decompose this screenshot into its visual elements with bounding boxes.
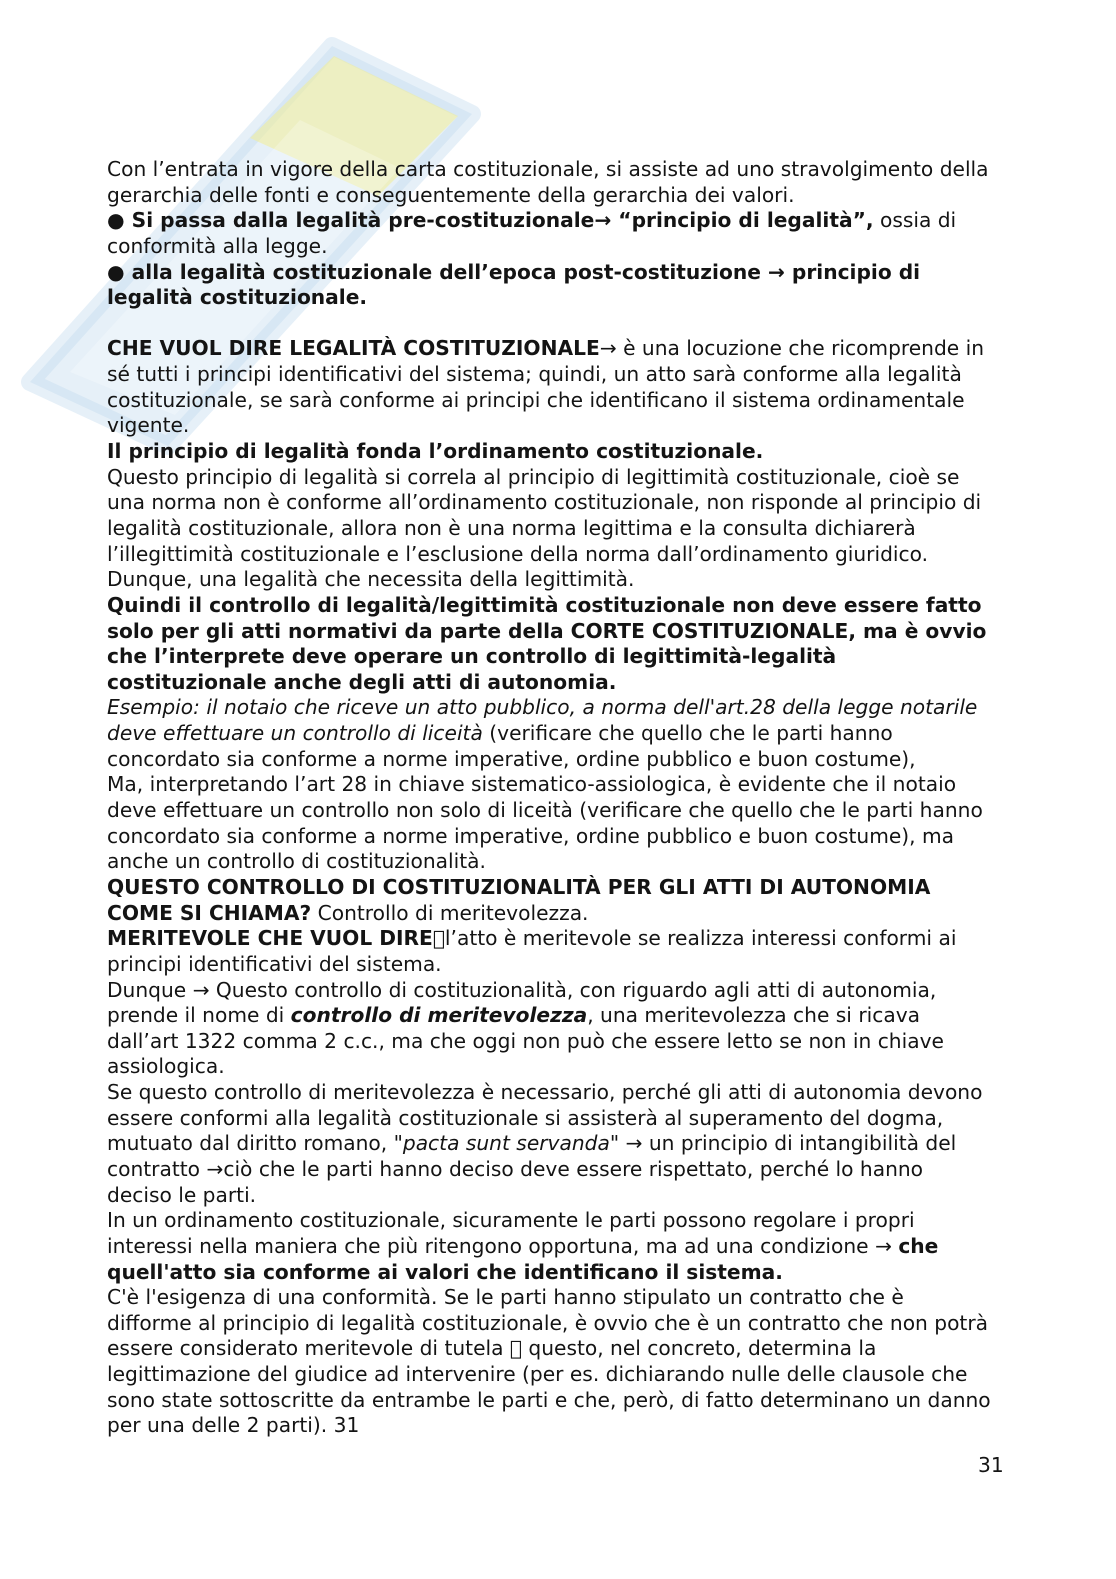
text-line [107,849,991,875]
text-run: ossia di [873,208,957,233]
text-line [107,311,991,337]
text-run: legalità costituzionale, allora non è una norma legittima e la consulta dichiarerà [107,515,916,540]
text-run: essere considerato meritevole di tutela questo, nel concreto, determina la [107,1336,871,1361]
text-line [107,183,991,209]
text-line [107,1003,991,1029]
text-line [107,260,991,286]
text-line [107,465,991,491]
text-line [107,926,991,952]
bold-text: che l’interprete deve operare un controllo di legittimità-legalità [107,644,837,669]
document-body [107,157,991,1439]
text-line [107,542,991,568]
text-line [107,1029,991,1055]
text-run: Se questo controllo di meritevolezza è necessario, perché gli atti di autonomia devono [107,1080,983,1105]
text-run: l’illegittimità costituzionale e l’esclusione della norma dall’ordinamento giuridico. [107,541,929,566]
bold-text: CHE VUOL DIRE LEGALITÀ COSTITUZIONALE [107,336,600,361]
text-line [107,978,991,1004]
text-run: essere conformi alla legalità costituzionale si assisterà al superamento del dogma, [107,1105,944,1130]
text-run: Questo principio di legalità si correla al principio di legittimità costituzionale, cioè se [107,464,960,489]
text-run: deve effettuare un controllo non solo di liceità (verificare che quello che le parti hanno [107,798,983,823]
text-run: dall’art 1322 comma 2 c.c., ma che oggi non può che essere letto se non in chiave [107,1028,944,1053]
text-line [107,670,991,696]
text-line [107,1388,991,1414]
text-run: gerarchia delle fonti e conseguentemente della gerarchia dei valori. [107,182,795,207]
text-line [107,234,991,260]
bold-text: MERITEVOLE CHE VUOL DIRE [107,926,433,951]
text-line [107,1336,991,1362]
text-run: Ma, interpretando l’art 28 in chiave sistematico-assiologica, è evidente che il notaio [107,772,957,797]
text-run: Con l’entrata in vigore della carta costituzionale, si assiste ad uno stravolgimento della [107,157,989,181]
text-line [107,1054,991,1080]
text-line [107,1362,991,1388]
text-line [107,747,991,773]
text-line [107,619,991,645]
text-line [107,952,991,978]
text-run: concordato sia conforme a norme imperative, ordine pubblico e buon costume), ma [107,823,955,848]
text-line [107,875,991,901]
text-line [107,1234,991,1260]
text-run: per una delle 2 parti). 31 [107,1413,360,1438]
text-run: sono state sottoscritte da entrambe le parti e che, però, di fatto determinano un danno [107,1387,991,1412]
text-line [107,695,991,721]
text-run: costituzionale, se sarà conforme ai principi che identificano il sistema ordinamentale [107,387,965,412]
bold-text: ● [107,208,132,233]
text-run: interessi nella maniera che più ritengono opportuna, ma ad una condizione → [107,1233,899,1258]
text-run: prende il nome di [107,1003,291,1028]
text-line [107,1413,991,1439]
text-run: " → un principio di intangibilità del [609,1131,957,1156]
text-line [107,721,991,747]
text-run: legittimazione del giudice ad intervenire (per es. dichiarando nulle delle clausole che [107,1362,968,1387]
text-run: sé tutti i principi identificativi del sistema; quindi, un atto sarà conforme alla legalità [107,362,962,387]
text-line [107,593,991,619]
italic-text: deve effettuare un controllo di liceità [107,721,483,746]
text-line [107,490,991,516]
text-line [107,1131,991,1157]
text-run: Dunque → Questo controllo di costituzionalità, con riguardo agli atti di autonomia, [107,977,937,1002]
bold-text: solo per gli atti normativi da parte della CORTE COSTITUZIONALE, ma è ovvio [107,618,987,643]
bold-italic-text: controllo di meritevolezza [290,1003,588,1028]
text-run: , una meritevolezza che si ricava [587,1003,921,1028]
text-run: → è una locuzione che ricomprende in [599,336,985,361]
text-line [107,1208,991,1234]
text-run: contratto →ciò che le parti hanno deciso deve essere rispettato, perché lo hanno [107,1156,924,1181]
text-line [107,336,991,362]
text-run: vigente. [107,413,190,438]
text-line [107,567,991,593]
text-run: conformità alla legge. [107,233,328,258]
text-line [107,1260,991,1286]
text-line [107,362,991,388]
bold-text: COME SI CHIAMA? [107,900,312,925]
text-line [107,413,991,439]
italic-text: Esempio: il notaio che riceve un atto pubblico, a norma dell'art.28 della legge notarile [107,695,978,720]
text-run: (verificare che quello che le parti hanno [482,721,893,746]
text-line [107,439,991,465]
text-run: Controllo di meritevolezza. [311,900,589,925]
text-line [107,1285,991,1311]
bold-text: quell'atto sia conforme ai valori che identificano il sistema. [107,1259,783,1284]
text-run: una norma non è conforme all’ordinamento costituzionale, non risponde al principio di [107,490,982,515]
text-line [107,516,991,542]
bold-text: QUESTO CONTROLLO DI COSTITUZIONALITÀ PER GLI ATTI DI AUTONOMIA [107,874,931,899]
italic-text: pacta sunt servanda [402,1131,610,1156]
text-line [107,388,991,414]
page-number: 31 [978,1453,1004,1477]
bold-text: alla legalità costituzionale dell’epoca post-costituzione → principio di [131,259,921,284]
text-line [107,1311,991,1337]
bold-text: legalità costituzionale. [107,285,368,310]
text-line [107,1183,991,1209]
text-run: concordato sia conforme a norme imperative, ordine pubblico e buon costume), [107,746,916,771]
text-run: deciso le parti. [107,1182,257,1207]
text-run: difforme al principio di legalità costituzionale, è ovvio che è un contratto che non potrà [107,1310,989,1335]
text-line [107,208,991,234]
text-line [107,798,991,824]
text-run: principi identificativi del sistema. [107,951,442,976]
text-line [107,772,991,798]
text-line [107,1080,991,1106]
text-run: Dunque, una legalità che necessita della legittimità. [107,567,635,592]
text-line [107,824,991,850]
text-line [107,285,991,311]
text-line [107,1106,991,1132]
bold-text: Quindi il controllo di legalità/legittimità costituzionale non deve essere fatto [107,592,982,617]
text-line [107,1157,991,1183]
bold-text: che [898,1233,939,1258]
bold-text: costituzionale anche degli atti di autonomia. [107,669,617,694]
text-run: anche un controllo di costituzionalità. [107,849,486,874]
text-run: assiologica. [107,1054,225,1079]
bold-text: Il principio di legalità fonda l’ordinamento costituzionale. [107,439,764,464]
text-line [107,901,991,927]
bold-text: ● [107,259,132,284]
text-run: In un ordinamento costituzionale, sicuramente le parti possono regolare i propri [107,1208,915,1233]
bold-text: Si passa dalla legalità pre-costituzionale→ “principio di legalità”, [131,208,874,233]
text-run: mutuato dal diritto romano, " [107,1131,403,1156]
text-line [107,644,991,670]
text-run: C'è l'esigenza di una conformità. Se le parti hanno stipulato un contratto che è [107,1285,904,1310]
text-run: l’atto è meritevole se realizza interessi conformi ai [432,926,951,951]
text-line [107,157,991,183]
